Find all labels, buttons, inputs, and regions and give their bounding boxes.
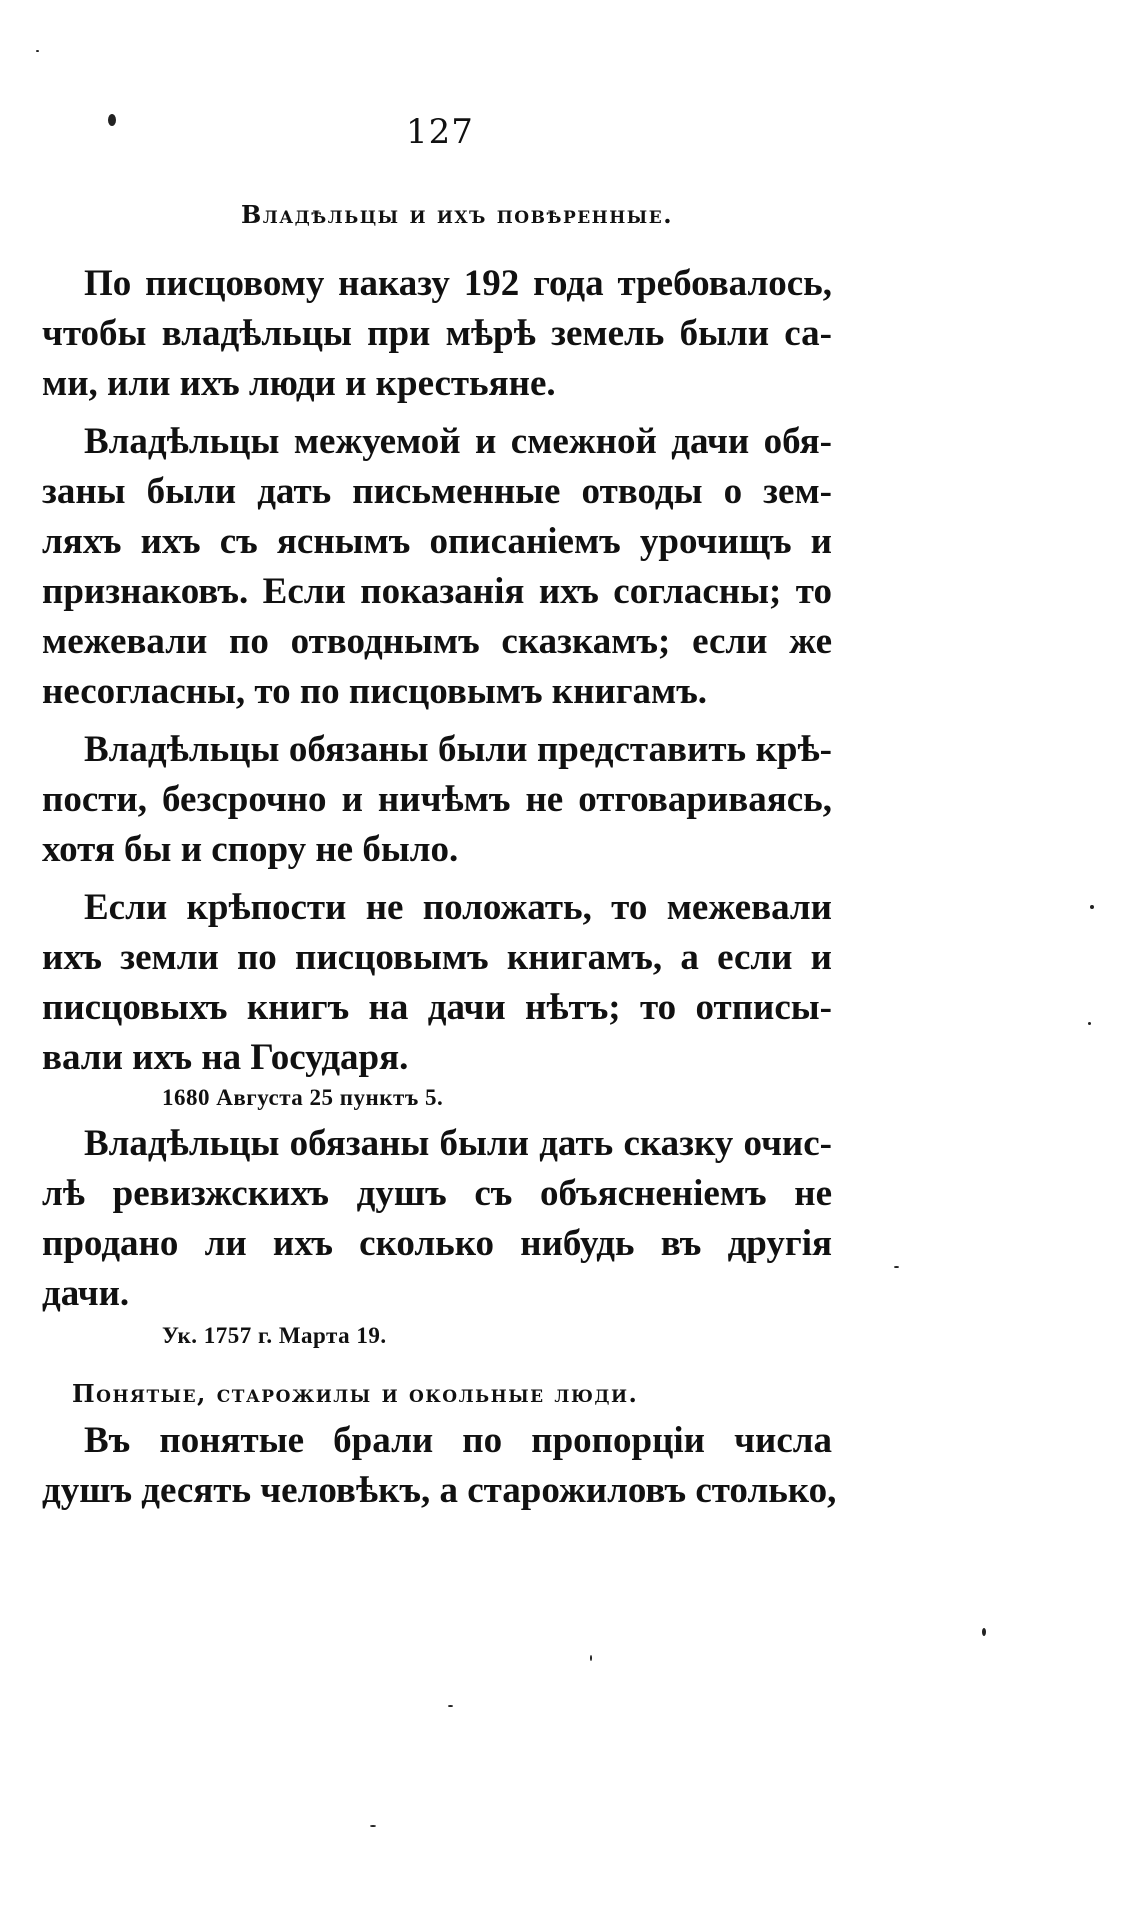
page-number: 127 <box>406 112 474 152</box>
text-line: межевали по отводнымъ сказкамъ; если же <box>42 621 832 662</box>
scan-speck <box>590 1655 592 1661</box>
text-line: Если крѣпости не положать, то межевали <box>84 887 832 928</box>
scan-speck <box>448 1705 453 1707</box>
scan-speck <box>108 114 116 126</box>
text-line: хотя бы и спору не было. <box>42 829 459 870</box>
text-line: ляхъ ихъ съ яснымъ описанiемъ урочищъ и <box>42 521 832 562</box>
section-heading-witnesses: Понятые, старожилы и окольные люди. <box>72 1379 639 1408</box>
scan-speck <box>1088 1022 1091 1025</box>
text-line: Владѣльцы обязаны были дать сказку очис- <box>84 1123 832 1164</box>
paragraph <box>42 259 832 409</box>
paragraph <box>42 1119 832 1319</box>
text-line: вали ихъ на Государя. <box>42 1037 409 1078</box>
text-line: ихъ земли по писцовымъ книгамъ, а если и <box>42 937 832 978</box>
scan-speck <box>36 50 39 52</box>
text-line: ми, или ихъ люди и крестьяне. <box>42 363 556 404</box>
text-line: лѣ ревизжскихъ душъ съ объясненiемъ не <box>42 1173 832 1214</box>
text-line: Владѣльцы межуемой и смежной дачи обя- <box>84 421 832 462</box>
citation-reference: Ук. 1757 г. Марта 19. <box>162 1323 387 1348</box>
text-line: душъ десять человѣкъ, а старожиловъ столько, <box>42 1470 837 1511</box>
scan-speck <box>370 1825 376 1827</box>
scan-speck <box>1090 905 1094 909</box>
paragraph <box>42 883 832 1083</box>
text-line: заны были дать письменные отводы о зем- <box>42 471 832 512</box>
section-heading-owners: Владѣльцы и ихъ повѣренные. <box>240 200 674 229</box>
paragraph <box>42 725 832 875</box>
text-line: писцовыхъ книгъ на дачи нѣтъ; то отписы- <box>42 987 832 1028</box>
scan-speck <box>982 1628 986 1636</box>
text-line: чтобы владѣльцы при мѣрѣ земель были са- <box>42 313 832 354</box>
paragraph <box>42 417 832 717</box>
scan-speck <box>894 1266 899 1268</box>
text-line: пости, безсрочно и ничѣмъ не отговариваясь, <box>42 779 832 820</box>
text-line: несогласны, то по писцовымъ книгамъ. <box>42 671 708 712</box>
text-line: продано ли ихъ сколько нибудь въ другiя <box>42 1223 832 1264</box>
text-line: признаковъ. Если показанiя ихъ согласны; то <box>42 571 832 612</box>
text-line: Въ понятые брали по пропорцiи числа <box>84 1420 832 1461</box>
citation-reference: 1680 Августа 25 пунктъ 5. <box>162 1085 444 1110</box>
text-line: Владѣльцы обязаны были представить крѣ- <box>84 729 832 770</box>
paragraph <box>42 1416 837 1516</box>
text-line: По писцовому наказу 192 года требовалось, <box>84 263 832 304</box>
text-line: дачи. <box>42 1273 130 1314</box>
text-column <box>42 200 837 1516</box>
